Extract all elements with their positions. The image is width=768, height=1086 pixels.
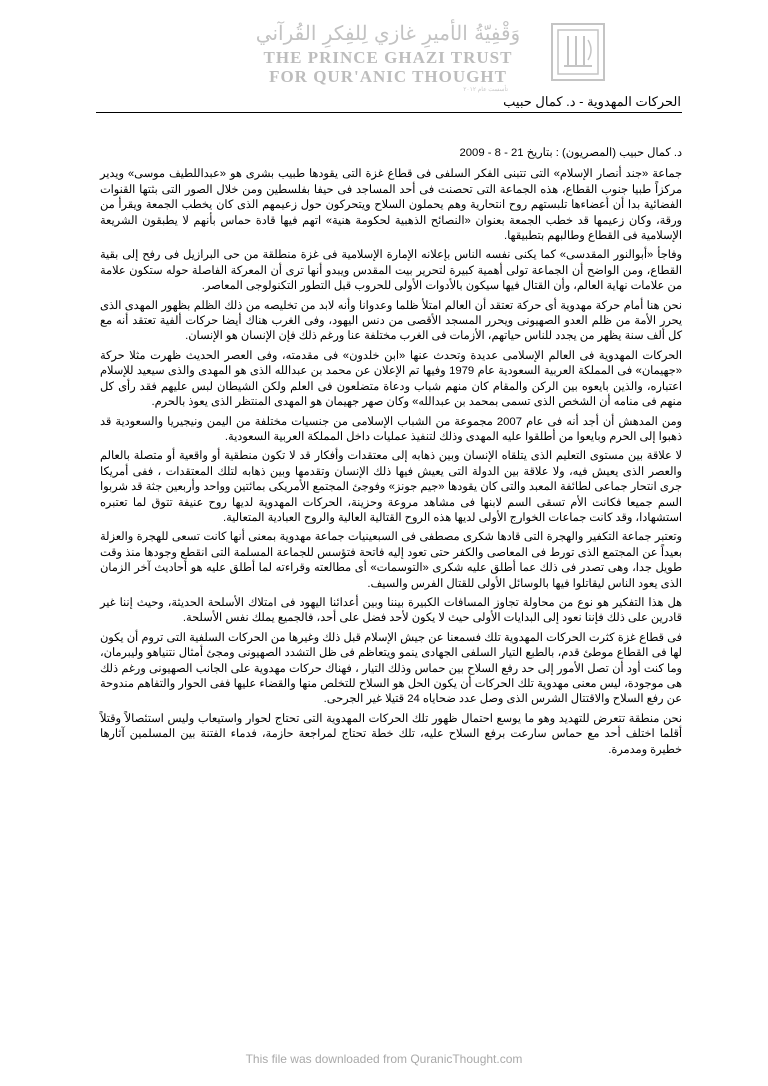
paragraph: لا علاقة بين مستوى التعليم الذى يتلقاه الإنسان وبين ذهابه إلى معتقدات وأفكار قد لا تكون منطقية أو واقعية أو متصلة بالعالم والعصر الذى يعيش فيه، ولا علاقة بين الدولة التى يعيش فيها ذلك الإنسان وتقدمها وبين ذهابه لتلك المعتقدات ، ففى أمريكا جرى انتحار جماعى لطائفة المعبد والتى كان يقودها «جيم جونز» وفوجئ المجتمع الأمريكى بمائتين وواحد وأربعين جثة قد شربوا السم جميعا فكانت الأم تسقى السم لابنها فى مشاهد مروعة وحزينة، الحركات المهدوية لديها روح عنيفة تتوق لما تعتبره استشهادا، وقد كانت جماعات الخوارج الأولى لديها هذه الروح القتالية العالية والروح العبادية المتعالية. — [100, 450, 682, 524]
download-footer: This file was downloaded from QuranicThought.com — [245, 1052, 523, 1066]
paragraph: فى قطاع غزة كثرت الحركات المهدوية تلك فسمعنا عن جيش الإسلام قبل ذلك وغيرها من الحركات السلفية التى تروم أن يكون لها فى القطاع موطئ قدم، بالطبع التيار السلفى الجهادى ينمو ويتعاظم فى ظل التشدد الصهيونى ومجئ أمثال نتنياهو وليبرمان، وما كنت أود أن تصل الأمور إلى حد رفع السلاح بين حماس وذلك التيار ، فهناك حركات مهدوية على الجانب الصهيونى ورغم ذلك هى موجودة، ليس معنى مهدوية تلك الحركات أن يكون الحل هو السلاح للتخلص منها والقضاء عليها ففى الحوار والتفاهم مندوحة عن رفع السلاح والاقتتال الشرس الذى وصل عدد ضحاياه 24 قتيلا غير الجرحى. — [100, 631, 682, 706]
paragraph: نحن هنا أمام حركة مهدوية أى حركة تعتقد أن العالم امتلأ ظلما وعدوانا وأنه لابد من تخليصه من ذلك الظلم بظهور المهدى الذى يحرر الأمة من ظلم العدو الصهيونى ويحرر المسجد الأقصى من دنس اليهود، وفى الغرب هناك أيضا حركات ألفية تعتقد أنه مع كل ألف سنة يظهر من يجدد للناس حياتهم، الأزمات فى الغرب مختلفة عنا ورغم ذلك فإن الإنسان هو الإنسان. — [100, 299, 682, 343]
article-body — [100, 146, 682, 762]
logo-english-line2: FOR QUR'ANIC THOUGHT — [269, 67, 507, 86]
header-divider — [96, 112, 682, 113]
paragraph: هل هذا التفكير هو نوع من محاولة تجاوز المسافات الكبيرة بيننا وبين أعدائنا اليهود فى امتلاك الأسلحة الحديثة، وحيث إننا غير قادرين على ذلك فإننا نعود إلى البدايات الأولى حيث لا يكون لأحد فضل على أحد، فالجميع يملك نفس الأسلحة. — [100, 596, 682, 625]
paragraph: ومن المدهش أن أجد أنه فى عام 2007 مجموعة من الشباب الإسلامى من جنسيات مختلفة من اليمن ونيجيريا والسعودية قد ذهبوا إلى الحرم وبايعوا من أطلقوا عليه المهدى وذلك لتنفيذ عمليات داخل المملكة العربية السعودية. — [100, 415, 683, 443]
logo-english-line1: THE PRINCE GHAZI TRUST — [263, 48, 513, 67]
logo-arabic-text: وَقْفِيّةُ الأميرِ غازي لِلفِكرِ القُرآني — [255, 21, 521, 45]
trust-emblem-icon — [548, 20, 608, 84]
paragraph: الحركات المهدوية فى العالم الإسلامى عديدة وتحدث عنها «ابن خلدون» فى مقدمته، وفى العصر الحديث ظهرت مثلا حركة «جهيمان» فى المملكة العربية السعودية عام 1979 وفيها تم الإعلان عن محمد بن عبدالله الذى هو المهدى والذى سيعيد للإسلام اعتباره، والذين بايعوه بين الركن والمقام كان منهم شباب ودعاة متضلعون فى العلم ولكن الشيطان لبس عليهم فقد رأى كل منهم فى منامه أن الشخص الذى تسمى بمحمد بن عبدالله» وكان صهر جهيمان هو المهدى المنتظر الذى يعوذ بالحرم. — [100, 349, 682, 409]
paragraph: وتعتبر جماعة التكفير والهجرة التى قادها شكرى مصطفى فى السبعينيات جماعة مهدوية بمعنى أنها كانت تسعى للهجرة والعزلة بعيداً عن المجتمع الذى تورط فى المعاصى والكفر حتى تعود إليه فاتحة فتؤسس للجماعة المسلمة التى انقطع وجودها منذ وقت طويل جدا، وهى تصدر فى ذلك عما أطلق عليه شكرى «التوسمات» أى مطالعته وقراءته لما أطلق عليه هو أحاديث آخر الزمان الذى يعود الناس ليقاتلوا فيها بالوسائل الأولى للقتال الفرس والسيف. — [100, 531, 682, 590]
article-byline: د. كمال حبيب (المصريون) : بتاريخ 21 - 8 - 2009 — [459, 147, 682, 159]
paragraph: وفاجأ «أبوالنور المقدسى» كما يكنى نفسه الناس بإعلانه الإمارة الإسلامية فى غزة منطلقة من حى البرازيل فى رفح إلى بقية القطاع، ومن الواضح أن الجماعة تولى أهمية كبيرة لتحرير بيت المقدس ويبدو أنها ترى أن المعركة الفاصلة حوله ستكون علامة من علامات نهاية العالم، وأن القتال فيها سيكون بالأدوات الأولى للحروب قبل التطور التكنولوجى المعاصر. — [100, 249, 682, 293]
paragraph: نحن منطقة تتعرض للتهديد وهو ما يوسع احتمال ظهور تلك الحركات المهدوية التى تحتاج لحوار واستيعاب وليس استئصالاً وقتلاً أقلما اختلف أحد مع حماس سارعت برفع السلاح عليه، تلك خطة تحتاج لمراجعة حازمة، فدماء الفتنة بين المسلمين آثارها خطيرة ومدمرة. — [100, 712, 682, 756]
paragraph: جماعة «جند أنصار الإسلام» التى تتبنى الفكر السلفى فى قطاع غزة التى يقودها طبيب بشرى هو «عبداللطيف موسى» ويدير مركزاً طبيا جنوب القطاع، هذه الجماعة التى تحصنت فى أحد المساجد فى حيفا بفلسطين ومن خلال الصور التى بثتها القنوات الفضائية بدا أن أعضاءها تلبستهم روح انتحارية وهم يحملون السلاح ويتحركون حول زعيمهم الذى كان يخطب الجمعة ويقرأ من ورقة، وكان زعيمها قد خطب الجمعة بعنوان «النصائح الذهبية لحكومة هنية» اتهم فيها قادة حماس بأنهم لا يطبقون الشريعة الإسلامية فى القطاع وطالبهم بتطبيقها. — [100, 168, 682, 243]
trust-logo — [238, 18, 538, 102]
page-header-title: الحركات المهدوية - د. كمال حبيب — [503, 94, 681, 109]
logo-english-line3: تأسست عام ٢٠١٢ — [463, 87, 508, 93]
